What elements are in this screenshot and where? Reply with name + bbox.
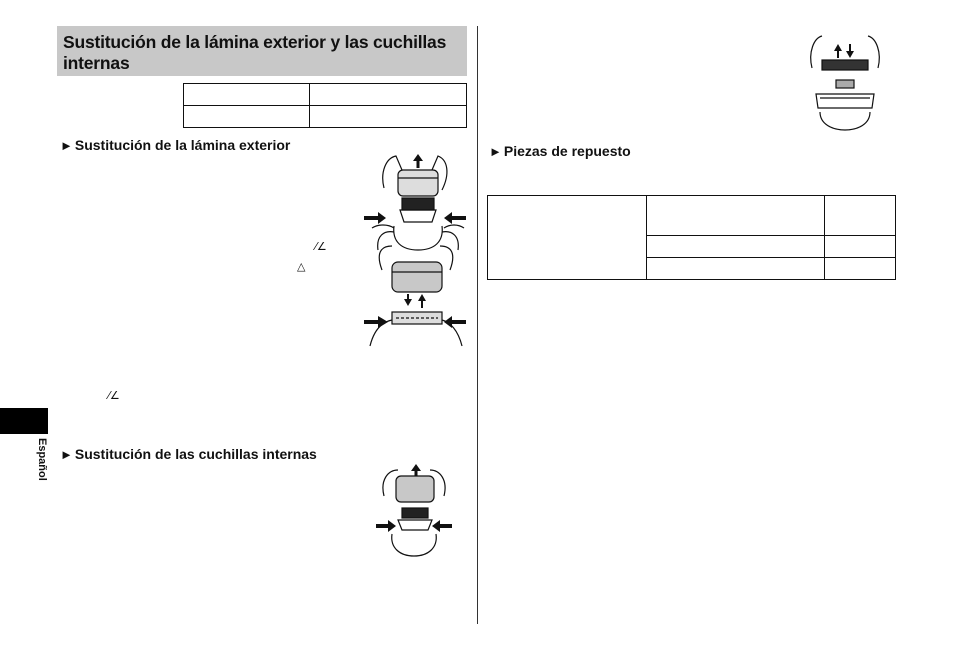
foil-mark-icon: ⁄∠ <box>315 240 327 253</box>
arrow-icon: ► <box>489 144 502 159</box>
table-cell <box>488 196 647 280</box>
parts-subheading-label: Piezas de repuesto <box>503 143 631 159</box>
blades-subheading-label: Sustitución de las cuchillas internas <box>74 446 317 462</box>
column-divider <box>477 26 478 624</box>
table-cell <box>310 106 467 128</box>
table-cell <box>825 236 896 258</box>
arrow-icon: ► <box>60 138 73 153</box>
language-tab <box>0 408 48 434</box>
intervals-table <box>183 83 467 128</box>
foil-mark-icon: ⁄∠ <box>108 389 120 402</box>
section-title-bar <box>57 26 467 76</box>
table-cell <box>825 258 896 280</box>
triangle-mark-icon: △ <box>297 260 306 273</box>
page-title: Sustitución de la lámina exterior y las cuchillas internas <box>63 32 447 73</box>
table-cell <box>647 196 825 236</box>
table-cell <box>825 196 896 236</box>
foil-subheading <box>60 137 290 154</box>
parts-subheading <box>489 143 631 160</box>
table-cell <box>647 236 825 258</box>
table-cell <box>184 84 310 106</box>
parts-table <box>487 195 896 280</box>
blades-subheading <box>60 446 317 463</box>
arrow-icon: ► <box>60 447 73 462</box>
inner-blade-illustration <box>376 462 452 560</box>
table-cell <box>647 258 825 280</box>
table-cell <box>310 84 467 106</box>
language-label: Español <box>36 438 48 481</box>
outer-foil-replacement-illustration <box>362 150 468 348</box>
table-cell <box>184 106 310 128</box>
foil-subheading-label: Sustitución de la lámina exterior <box>74 137 291 153</box>
blade-insertion-illustration <box>806 32 884 134</box>
